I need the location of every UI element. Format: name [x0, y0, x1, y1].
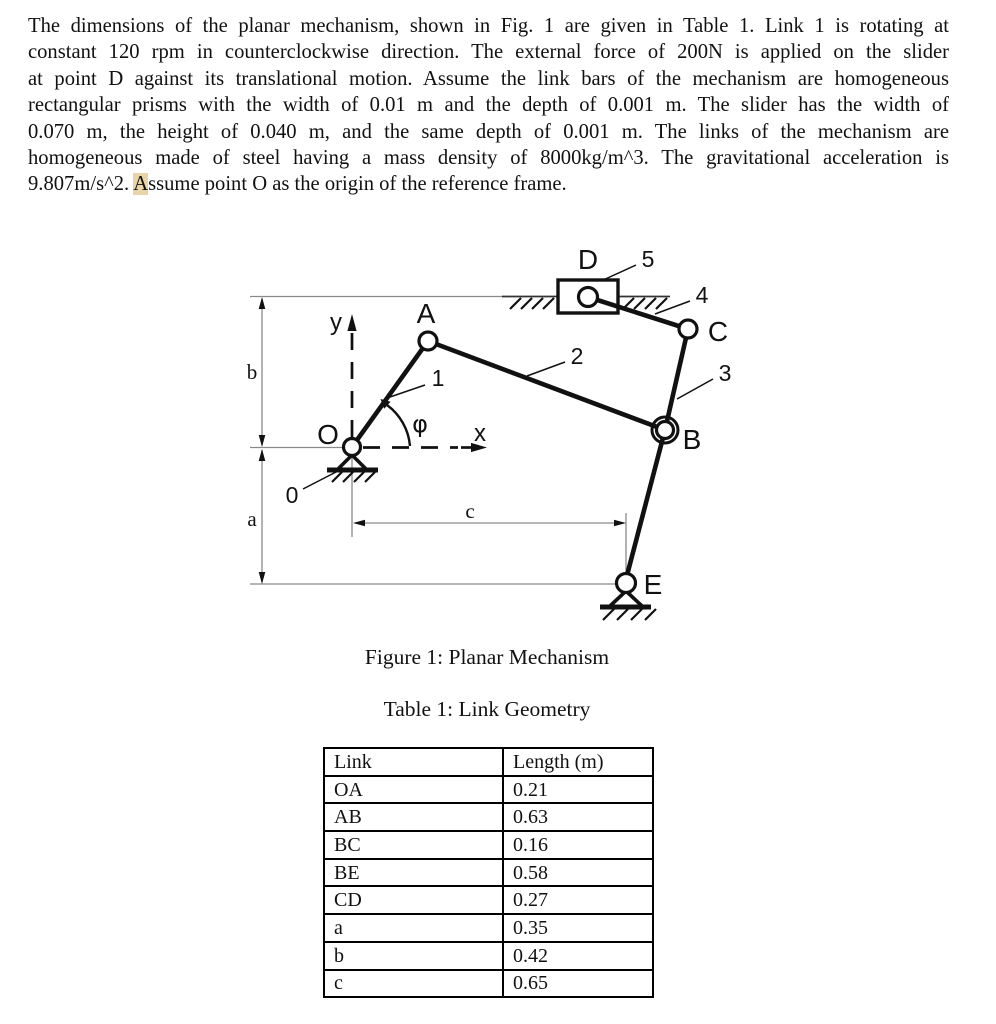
joint-A [419, 332, 437, 350]
label-D: D [577, 244, 599, 275]
cell-length: 0.35 [503, 914, 653, 942]
hatch-stroke [617, 609, 628, 620]
support-E-hatching [603, 609, 656, 620]
label-4: 4 [695, 282, 709, 308]
hatch-stroke [603, 609, 614, 620]
body-line: 0.070 m, the height of 0.040 m, and the same depth of 0.001 m. The links of the mechanism are [28, 120, 949, 143]
cell-link: b [324, 942, 503, 970]
hatch-stroke [634, 298, 645, 309]
joint-O [344, 439, 361, 456]
y-axis-arrow [347, 314, 356, 331]
body-line: homogeneous made of steel having a mass density of 8000kg/m^3. The gravitational acceleration is [28, 147, 949, 170]
leader-3 [677, 379, 713, 399]
dim-c-left-arrow [353, 520, 365, 527]
cell-length: 0.65 [503, 970, 653, 998]
joint-C [679, 320, 697, 338]
table-row [324, 859, 653, 887]
link-BC [665, 329, 688, 430]
link-AB [428, 341, 665, 430]
label-3: 3 [718, 360, 732, 386]
hatch-stroke [510, 298, 521, 309]
table-caption: Table 1: Link Geometry [383, 697, 591, 721]
label-E: E [643, 569, 663, 600]
table-row [324, 942, 653, 970]
cell-link: CD [324, 886, 503, 914]
cell-length: 0.58 [503, 859, 653, 887]
label-O: O [317, 419, 339, 450]
hatch-stroke [645, 609, 656, 620]
hatch-stroke [365, 472, 375, 482]
dim-a-top-arrow [259, 449, 266, 461]
links [352, 329, 688, 583]
dim-b-top-arrow [259, 297, 266, 309]
leader-4 [655, 301, 690, 314]
hatch-stroke [354, 472, 364, 482]
table-header-row [324, 748, 653, 776]
body-line: constant 120 rpm in counterclockwise direction. The external force of 200N is applied on the slider [28, 41, 949, 64]
cell-link: BE [324, 859, 503, 887]
dim-a-label: a [247, 507, 257, 531]
table-row [324, 776, 653, 804]
dim-b-bottom-arrow [259, 435, 266, 447]
highlighted-letter: A [133, 173, 149, 196]
hatch-stroke [532, 298, 543, 309]
label-C: C [707, 316, 729, 347]
hatch-stroke [631, 609, 642, 620]
body-line [28, 171, 949, 197]
table-row [324, 886, 653, 914]
column-header-link: Link [324, 748, 503, 776]
body-line: rectangular prisms with the width of 0.01 m and the depth of 0.001 m. The slider has the width of [28, 94, 949, 117]
problem-statement [28, 13, 949, 198]
label-1: 1 [431, 365, 445, 391]
table-row [324, 914, 653, 942]
body-line: The dimensions of the planar mechanism, shown in Fig. 1 are given in Table 1. Link 1 is rotating at [28, 15, 949, 37]
dimension-arrowheads [259, 297, 626, 584]
cell-length: 0.16 [503, 831, 653, 859]
cell-length: 0.27 [503, 886, 653, 914]
cell-link: AB [324, 803, 503, 831]
cell-link: a [324, 914, 503, 942]
body-text-segment: ssume point O as the origin of the reference frame. [148, 173, 567, 196]
body-text-segment: 9.807m/s^2. [28, 173, 134, 196]
cell-length: 0.42 [503, 942, 653, 970]
phi-label: φ [412, 410, 428, 438]
x-axis-label: x [474, 420, 486, 447]
hatch-stroke [645, 298, 656, 309]
joint-E [617, 574, 636, 593]
y-axis-label: y [330, 309, 342, 336]
cell-link: c [324, 970, 503, 998]
link-BE [625, 430, 665, 583]
dim-a-bottom-arrow [259, 572, 266, 584]
label-B: B [682, 424, 702, 455]
leader-lines [303, 265, 713, 489]
cell-length: 0.63 [503, 803, 653, 831]
joint-B [657, 422, 674, 439]
phi-arc [387, 405, 410, 446]
table-row [324, 970, 653, 998]
hatch-stroke [656, 298, 667, 309]
body-line: at point D against its translational motion. Assume the link bars of the mechanism are homogeneous [28, 67, 949, 90]
cell-length: 0.21 [503, 776, 653, 804]
dim-c-right-arrow [614, 520, 626, 527]
label-0: 0 [285, 482, 299, 508]
column-header-length: Length (m) [503, 748, 653, 776]
mechanism-figure [240, 240, 756, 640]
phi-angle [381, 399, 411, 446]
figure-caption: Figure 1: Planar Mechanism [364, 645, 610, 669]
label-5: 5 [641, 246, 655, 272]
hatch-stroke [521, 298, 532, 309]
cell-link: OA [324, 776, 503, 804]
support-O-hatching [332, 472, 375, 482]
dim-b-label: b [246, 360, 258, 384]
leader-2 [527, 362, 565, 376]
reference-lines [250, 297, 630, 585]
link-geometry-table [323, 747, 654, 998]
joints [344, 288, 698, 593]
table-row [324, 803, 653, 831]
dim-c-label: c [465, 499, 475, 523]
cell-link: BC [324, 831, 503, 859]
hatch-stroke [543, 298, 554, 309]
label-A: A [416, 298, 436, 329]
joint-D-pin [579, 288, 598, 307]
label-2: 2 [570, 343, 584, 369]
table-row [324, 831, 653, 859]
